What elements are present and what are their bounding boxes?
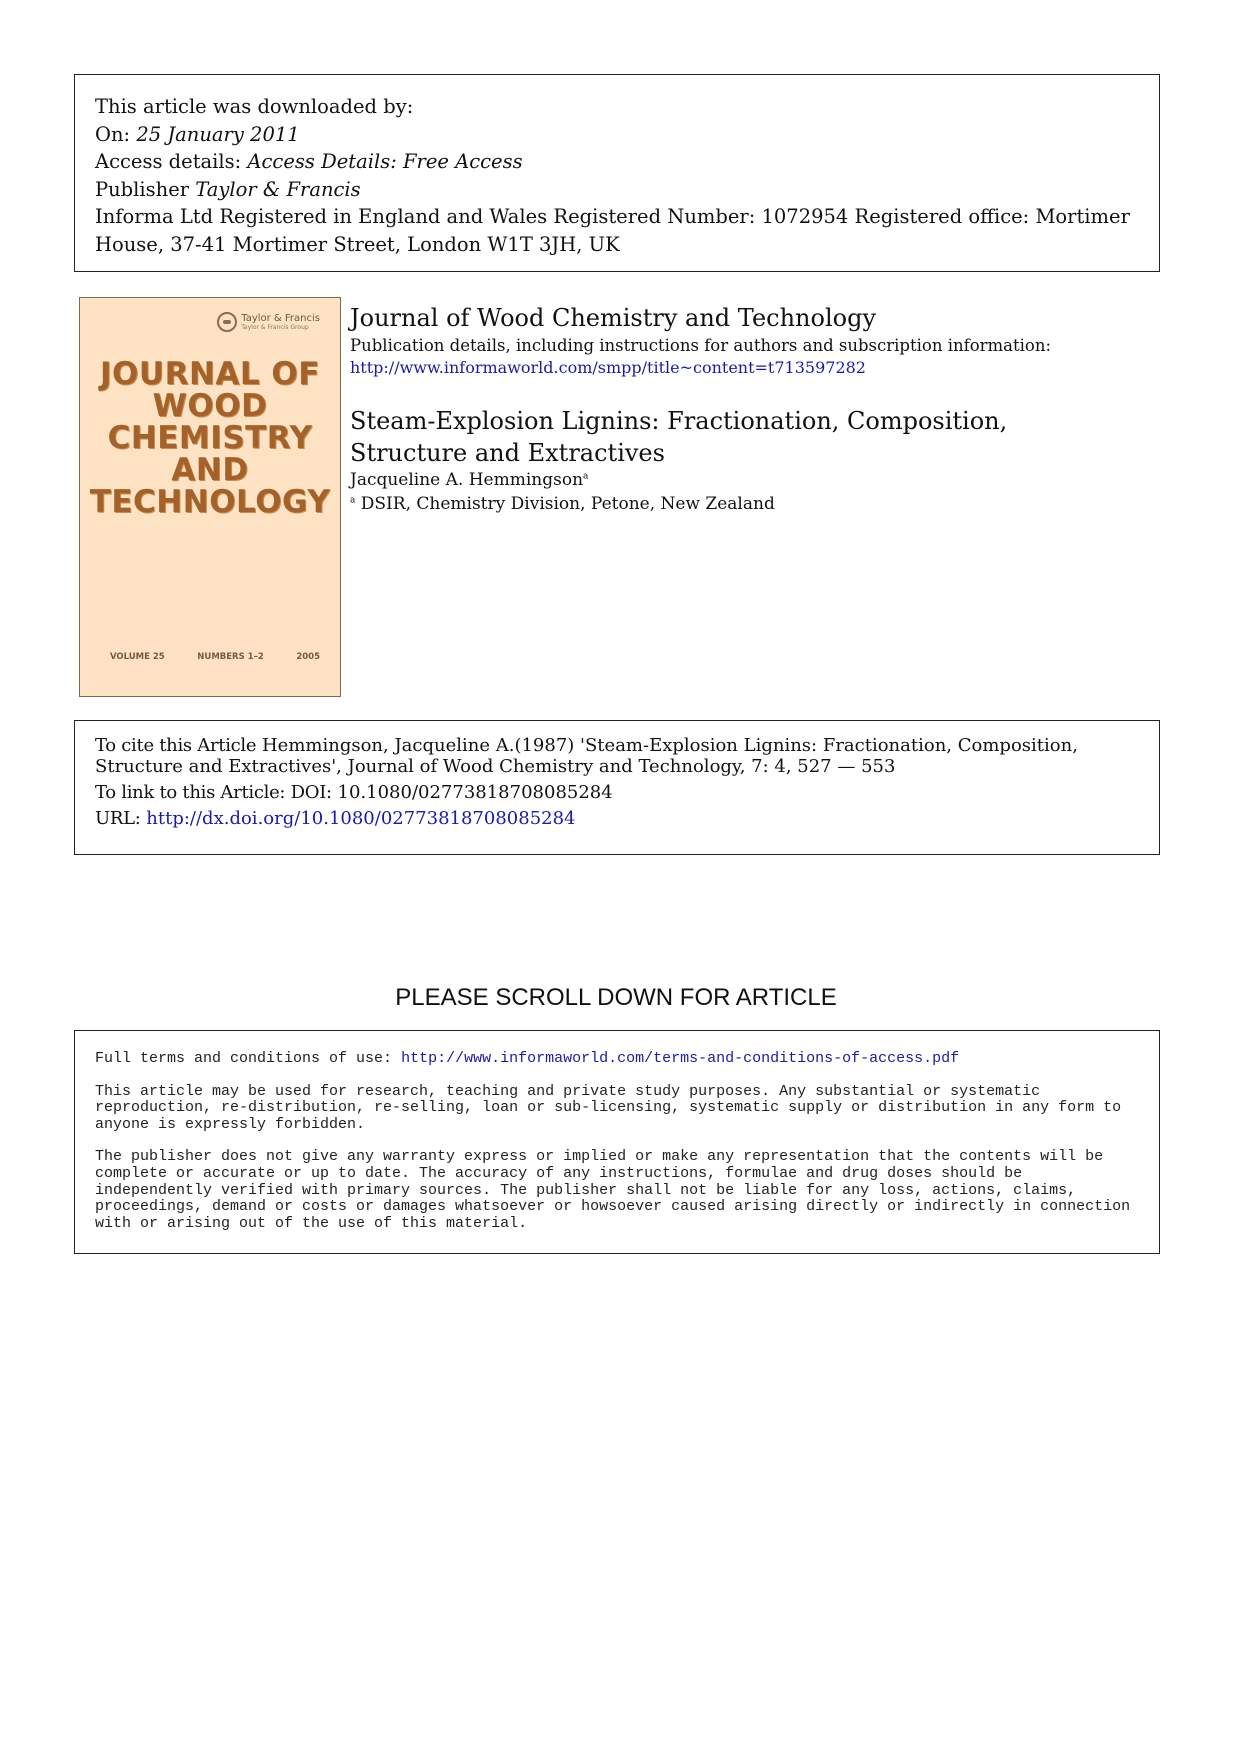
cover-title-line: CHEMISTRY xyxy=(107,420,313,456)
publisher-logo-subtext: Taylor & Francis Group xyxy=(241,324,309,331)
cite-label: To cite this Article xyxy=(95,735,257,756)
download-info-box xyxy=(74,74,1160,272)
journal-url-link[interactable]: http://www.informaworld.com/smpp/title~content=t713597282 xyxy=(350,358,866,377)
affiliation-superscript: a xyxy=(350,495,356,506)
access-label: Access details: xyxy=(95,150,242,173)
publication-details: Publication details, including instructions for authors and subscription information: xyxy=(350,336,1052,355)
article-author xyxy=(350,469,1150,492)
cover-volume: VOLUME 25 xyxy=(110,652,165,662)
doi-url-link[interactable]: http://dx.doi.org/10.1080/02773818708085284 xyxy=(146,808,576,829)
publisher-logo-text: Taylor & Francis xyxy=(241,313,320,324)
cite-text: Hemmingson, Jacqueline A.(1987) 'Steam-Explosion Lignins: Fractionation, Composition, Structure and Extractives', Journal of Wood Chemistry and Technology, 7: 4, 527 — 553 xyxy=(95,735,1078,777)
on-label: On: xyxy=(95,122,131,146)
terms-url-link[interactable]: http://www.informaworld.com/terms-and-conditions-of-access.pdf xyxy=(401,1050,960,1067)
journal-cover-image xyxy=(79,297,341,697)
publisher-logo xyxy=(217,312,320,332)
access-details xyxy=(95,148,1139,176)
cover-title-line: TECHNOLOGY xyxy=(89,484,331,520)
cover-year: 2005 xyxy=(296,652,320,662)
doi-row xyxy=(95,782,1139,803)
journal-info xyxy=(350,303,1150,516)
url-row xyxy=(95,808,1139,829)
access-value: Access Details: Free Access xyxy=(247,150,523,173)
download-heading: This article was downloaded by: xyxy=(95,95,414,118)
author-affiliation xyxy=(350,492,1150,516)
cover-title-line: WOOD xyxy=(152,388,268,424)
terms-paragraph-usage: This article may be used for research, teaching and private study purposes. Any substantial or systematic reproduction, re-distribution, re-selling, loan or sub-licensing, systematic supply or distribution in any form to anyone is expressly forbidden. xyxy=(95,1082,1122,1133)
article-title: Steam-Explosion Lignins: Fractionation, Composition, Structure and Extractives xyxy=(350,407,1008,467)
doi-label: To link to this Article: DOI: xyxy=(95,782,332,803)
author-name: Jacqueline A. Hemmingson xyxy=(350,470,584,490)
affiliation-text: DSIR, Chemistry Division, Petone, New Zealand xyxy=(360,494,775,514)
publisher xyxy=(95,176,1139,204)
full-terms-label: Full terms and conditions of use: xyxy=(95,1050,393,1067)
publisher-label: Publisher xyxy=(95,177,190,201)
doi-value: 10.1080/02773818708085284 xyxy=(337,782,613,803)
url-label: URL: xyxy=(95,808,141,829)
cite-row xyxy=(95,735,1139,777)
author-superscript: a xyxy=(583,471,589,482)
cover-footer xyxy=(110,652,320,662)
terms-box xyxy=(74,1030,1160,1254)
full-terms-row xyxy=(95,1051,1139,1068)
cover-numbers: NUMBERS 1–2 xyxy=(197,652,264,662)
download-date xyxy=(95,121,1139,149)
citation-box xyxy=(74,720,1160,855)
registered-office: Informa Ltd Registered in England and Wales Registered Number: 1072954 Registered office: Mortimer House, 37-41 Mortimer Street, London W1T 3JH, UK xyxy=(95,205,1130,256)
on-value: 25 January 2011 xyxy=(136,122,300,146)
publisher-value: Taylor & Francis xyxy=(195,177,361,201)
cover-title xyxy=(80,358,340,518)
cover-title-line: JOURNAL OF xyxy=(100,356,320,392)
cover-title-line: AND xyxy=(171,452,249,488)
terms-paragraph-warranty: The publisher does not give any warranty express or implied or make any representation that the contents will be complete or accurate or up to date. The accuracy of any instructions, formulae and drug doses should be independently verified with primary sources. The publisher shall not be liable for any loss, actions, claims, proceedings, demand or costs or damages whatsoever or howsoever caused arising directly or indirectly in connection with or arising out of the use of this material. xyxy=(95,1148,1131,1232)
publisher-logo-icon xyxy=(217,312,237,332)
scroll-notice: PLEASE SCROLL DOWN FOR ARTICLE xyxy=(395,984,837,1011)
journal-title: Journal of Wood Chemistry and Technology xyxy=(350,304,876,332)
